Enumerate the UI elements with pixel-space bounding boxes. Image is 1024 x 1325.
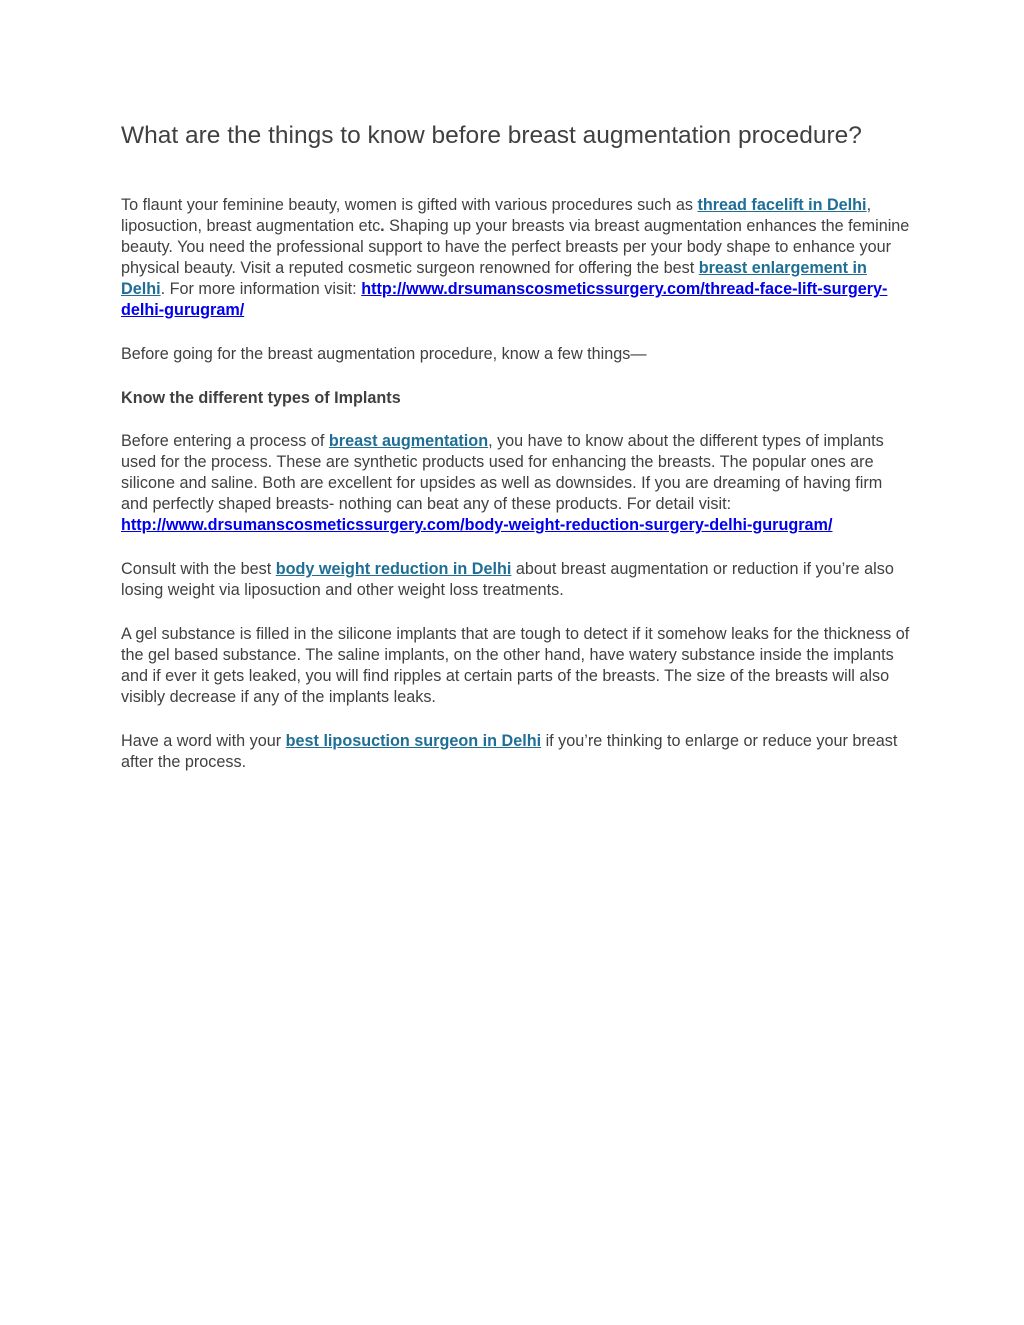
document-body <box>121 195 911 796</box>
link-breast-augmentation[interactable]: breast augmentation <box>328 432 489 450</box>
closing-text-2: if you’re thinking to enlarge or reduce your breast after the process. <box>121 732 898 771</box>
subheading-implants: Know the different types of Implants <box>121 389 401 407</box>
link-breast-enlargement[interactable]: breast enlargement in Delhi <box>121 259 867 298</box>
consult-text-2: about breast augmentation or reduction if you’re also losing weight via liposuction and other weight loss treatments. <box>121 560 894 599</box>
link-liposuction-surgeon[interactable]: best liposuction surgeon in Delhi <box>285 732 542 750</box>
closing-text-1: Have a word with your <box>121 732 286 750</box>
link-thread-facelift[interactable]: thread facelift in Delhi <box>697 196 867 214</box>
implants-text-2: , you have to know about the different types of implants used for the process. These are synthetic products used for enhancing the breasts. The popular ones are silicone and saline. Both are excellent for upsides as well as downsides. If you are dreaming of having firm and perfectly shaped breasts- nothing can beat any of these products. For detail visit: <box>121 432 884 513</box>
consult-paragraph <box>121 559 911 601</box>
intro-paragraph <box>121 195 911 321</box>
intro-text-1: To flaunt your feminine beauty, women is gifted with various procedures such as <box>121 196 698 214</box>
intro-text-4: . For more information visit: <box>160 280 362 298</box>
gel-paragraph: A gel substance is filled in the silicone implants that are tough to detect if it somehow leaks for the thickness of the gel based substance. The saline implants, on the other hand, have watery substance inside the implants and if ever it gets leaked, you will find ripples at certain parts of the breasts. The size of the breasts will also visibly decrease if any of the implants leaks. <box>121 625 910 706</box>
lead-in-paragraph: Before going for the breast augmentation procedure, know a few things— <box>121 345 647 363</box>
document-title: What are the things to know before breast augmentation procedure? <box>121 122 862 149</box>
intro-text-3: Shaping up your breasts via breast augmentation enhances the feminine beauty. You need the professional support to have the perfect breasts per your body shape to enhance your physical beauty. Visit a reputed cosmetic surgeon renowned for offering the best <box>121 217 910 277</box>
intro-text-2: , liposuction, breast augmentation etc <box>121 196 872 235</box>
intro-dot: . <box>380 217 385 235</box>
implants-paragraph <box>121 431 911 536</box>
url-thread-face-lift[interactable]: http://www.drsumanscosmeticssurgery.com/thread-face-lift-surgery-delhi-gurugram/ <box>121 280 888 319</box>
link-body-weight-reduction[interactable]: body weight reduction in Delhi <box>275 560 512 578</box>
closing-paragraph <box>121 731 911 773</box>
implants-text-1: Before entering a process of <box>121 432 329 450</box>
consult-text-1: Consult with the best <box>121 560 276 578</box>
url-body-weight-reduction[interactable]: http://www.drsumanscosmeticssurgery.com/body-weight-reduction-surgery-delhi-gurugram/ <box>121 516 833 534</box>
